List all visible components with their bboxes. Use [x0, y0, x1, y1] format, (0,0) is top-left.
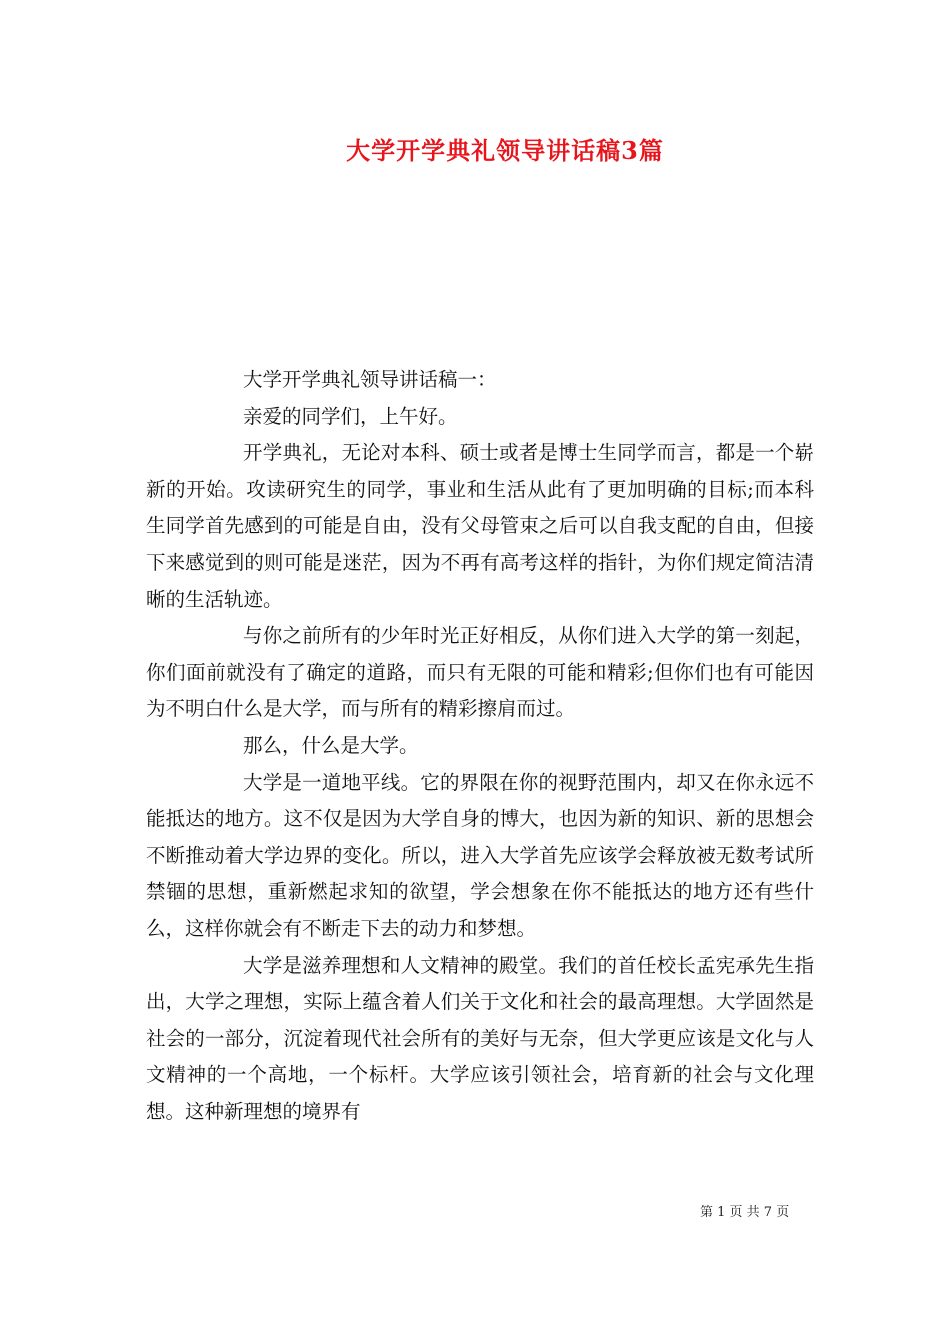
- page-number-footer: 第 1 页 共 7 页: [700, 1205, 790, 1220]
- paragraph: 大学是一道地平线。它的界限在你的视野范围内，却又在你永远不能抵达的地方。这不仅是因为大学自身的博大，也因为新的知识、新的思想会不断推动着大学边界的变化。所以，进入大学首先应该学会释放被无数考试所禁锢的思想，重新燃起求知的欲望，学会想象在你不能抵达的地方还有些什么，这样你就会有不断走下去的动力和梦想。: [146, 770, 814, 940]
- paragraph: 那么，什么是大学。: [243, 733, 419, 757]
- document-body: [146, 362, 814, 1130]
- paragraph-greeting: 亲爱的同学们，上午好。: [243, 404, 458, 428]
- document-title: 大学开学典礼领导讲话稿3篇: [346, 136, 664, 165]
- paragraph: 开学典礼，无论对本科、硕士或者是博士生同学而言，都是一个崭新的开始。攻读研究生的同学，事业和生活从此有了更加明确的目标;而本科生同学首先感到的可能是自由，没有父母管束之后可以自我支配的自由，但接下来感觉到的则可能是迷茫，因为不再有高考这样的指针，为你们规定简洁清晰的生活轨迹。: [146, 441, 814, 611]
- paragraph: 大学是滋养理想和人文精神的殿堂。我们的首任校长孟宪承先生指出，大学之理想，实际上蕴含着人们关于文化和社会的最高理想。大学固然是社会的一部分，沉淀着现代社会所有的美好与无奈，但大学更应该是文化与人文精神的一个高地，一个标杆。大学应该引领社会，培育新的社会与文化理想。这种新理想的境界有: [146, 953, 814, 1123]
- paragraph: 与你之前所有的少年时光正好相反，从你们进入大学的第一刻起，你们面前就没有了确定的道路，而只有无限的可能和精彩;但你们也有可能因为不明白什么是大学，而与所有的精彩擦肩而过。: [146, 624, 814, 721]
- paragraph-salutation-heading: 大学开学典礼领导讲话稿一：: [243, 368, 497, 391]
